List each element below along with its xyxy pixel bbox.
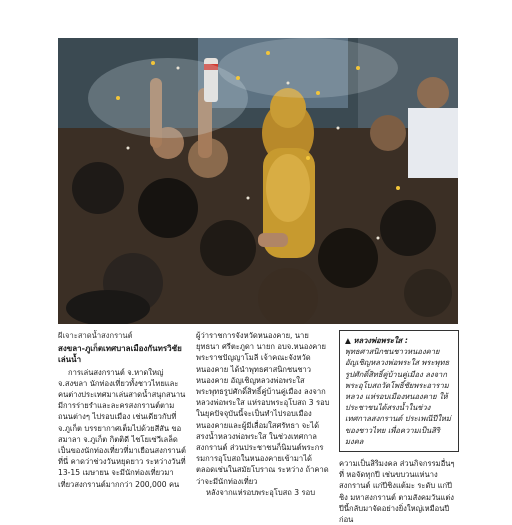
article-body-middle: ผู้ว่าราชการจังหวัดหนองคาย, นายยุทธนา ศรีตะภูดา นายก อบจ.หนองคาย พระราชปัญญาโมลี เจ้าคณะจังหวัดหนองคาย ได้นำพุทธศาสนิกชนชาวหนองคาย อัญเชิญหลวงพ่อพระใส พระพุทธรูปศักดิ์สิทธิ์คู่บ้านคู่เมือง ลงจากหลวงพ่อพระใส แห่รอบพระอุโบสถ 3 รอบ ในยุคปัจจุบันนี้จะเป็นทำไปรอบเมืองหนองคายและผู้มีเลื่อมใสศรัทธา จะได้สรงน้ำหลวงพ่อพระใส ในช่วงเทศกาลสงกรานต์ ส่วนประชาชนก็นิมนต์พระกรรมการอุโบสถในหนองคายเข้ามาได้ตลอดเช่นในสมัยโบราณ ระหว่าง ถ้าคาดว่าจะมีนักท่องเที่ยว: [196, 331, 330, 486]
middle-column: [196, 330, 331, 498]
caption-title: หลวงพ่อพระใส :: [353, 336, 408, 345]
photo-caption-box: [339, 330, 459, 452]
article-body-middle-continued: หลังจากแห่รอบพระอุโบสถ 3 รอบ: [206, 487, 316, 497]
article-headline: สงขลา-ภูเก็ตเทศบาลเมืองกันทรวิชัยเล่นน้ำ: [58, 344, 182, 365]
songkran-photo: [58, 38, 458, 324]
photo-illustration: [58, 38, 458, 324]
caption-body: พุทธศาสนิกชนชาวหนองคาย อัญเชิญหลวงพ่อพระใส พระพุทธรูปศักดิ์สิทธิ์คู่บ้านคู่เมือง ลงจากพระอุโบสถวัดโพธิ์ชัยพระอารามหลวง แห่รอบเมืองหนองคาย ให้ประชาชนได้สรงน้ำในช่วงเทศกาลสงกรานต์ ประเพณีปีใหม่ของชาวไทย เพื่อความเป็นสิริมงคล: [345, 347, 451, 446]
right-column: [339, 330, 459, 525]
photo-credit-label: ผีเจาะสาดน้ำสงกรานต์: [58, 331, 133, 340]
caption-marker-icon: ▲: [345, 336, 354, 345]
left-column: [58, 330, 188, 490]
article-body-right: ความเป็นสิริมงคล ส่วนกิจกรรมอื่นๆ ที่ หอจัดทุกปี เช่นขบวนแห่นางสงกรานต์ แก่ปีชิงแต้มะ ระดับ แก่ปีชิง มหาสงกรานต์ ตามสังคมวันแต่ง ปีนี้กลับมาจัดอย่างยิ่งใหญ่เหมือนปีก่อน: [339, 459, 455, 525]
article-body-left: การเล่นสงกรานต์ จ.หาดใหญ่ จ.สงขลา นักท่องเที่ยวทั้งชาวไทยและคนต่างประเทศมาเล่นสาดน้ำสนุกสนาน มีการร่ายรำและละครสงกรานต์ตามถนนต่างๆ ไปรอบเมือง เช่นเดียวกับที่ จ.ภูเก็ต บรรยากาศเต็มไปด้วยสีสัน ขอสมาลา จ.ภูเก็ต กิตติดี ไชโยเซ่วีเลล็ดเป็นของนักท่องเที่ยวที่มาเยือนสงกรานต์ ที่นี่ คาดว่าช่วงวันหยุดยาว ระหว่างวันที่ 13-15 เมษายน จะมีนักท่องเที่ยวมาเที่ยวสงกรานต์มากกว่า 200,000 คน: [58, 367, 186, 489]
